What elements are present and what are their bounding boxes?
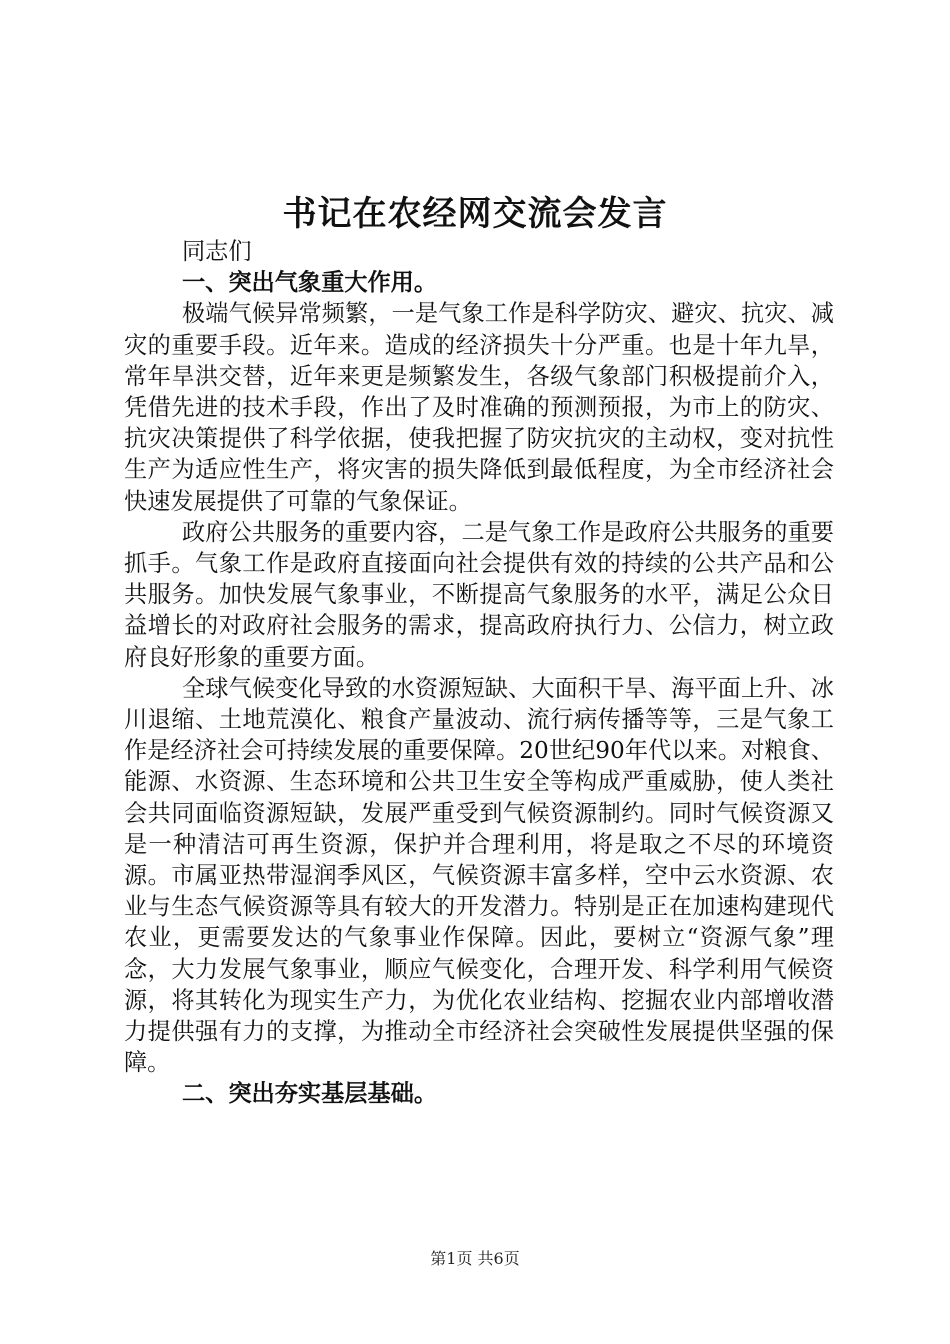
section-heading-2: 二、突出夯实基层基础。 [182, 1080, 438, 1108]
paragraph-1: 极端气候异常频繁，一是气象工作是科学防灾、避灾、抗灾、减灾的重要手段。近年来。造成的经济损失十分严重。也是十年九旱，常年旱洪交替，近年来更是频繁发生，各级气象部门积极提前介入，凭借先进的技术手段，作出了及时准确的预测预报，为市上的防灾、抗灾决策提供了科学依据，使我把握了防灾抗灾的主动权，变对抗性生产为适应性生产，将灾害的损失降低到最低程度，为全市经济社会快速发展提供了可靠的气象保证。 [124, 300, 834, 515]
paragraph-2: 政府公共服务的重要内容，二是气象工作是政府公共服务的重要抓手。气象工作是政府直接面向社会提供有效的持续的公共产品和公共服务。加快发展气象事业，不断提高气象服务的水平，满足公众日益增长的对政府社会服务的需求，提高政府执行力、公信力，树立政府良好形象的重要方面。 [124, 518, 834, 671]
section-heading-1: 一、突出气象重大作用。 [182, 269, 438, 297]
page-footer: 第1页 共6页 [430, 1249, 520, 1268]
greeting-text: 同志们 [182, 238, 252, 265]
paragraph-3: 全球气候变化导致的水资源短缺、大面积干旱、海平面上升、冰川退缩、土地荒漠化、粮食产量波动、流行病传播等等，三是气象工作是经济社会可持续发展的重要保障。20世纪90年代以来。对粮食、能源、水资源、生态环境和公共卫生安全等构成严重威胁，使人类社会共同面临资源短缺，发展严重受到气候资源制约。同时气候资源又是一种清洁可再生资源，保护并合理利用，将是取之不尽的环境资源。市属亚热带湿润季风区，气候资源丰富多样，空中云水资源、农业与生态气候资源等具有较大的开发潜力。特别是正在加速构建现代农业，更需要发达的气象事业作保障。因此，要树立“资源气象”理念，大力发展气象事业，顺应气候变化，合理开发、科学利用气候资源，将其转化为现实生产力，为优化农业结构、挖掘农业内部增收潜力提供强有力的支撑，为推动全市经济社会突破性发展提供坚强的保障。 [124, 674, 834, 1077]
document-title: 书记在农经网交流会发言 [282, 194, 668, 234]
document-body [124, 236, 834, 1110]
